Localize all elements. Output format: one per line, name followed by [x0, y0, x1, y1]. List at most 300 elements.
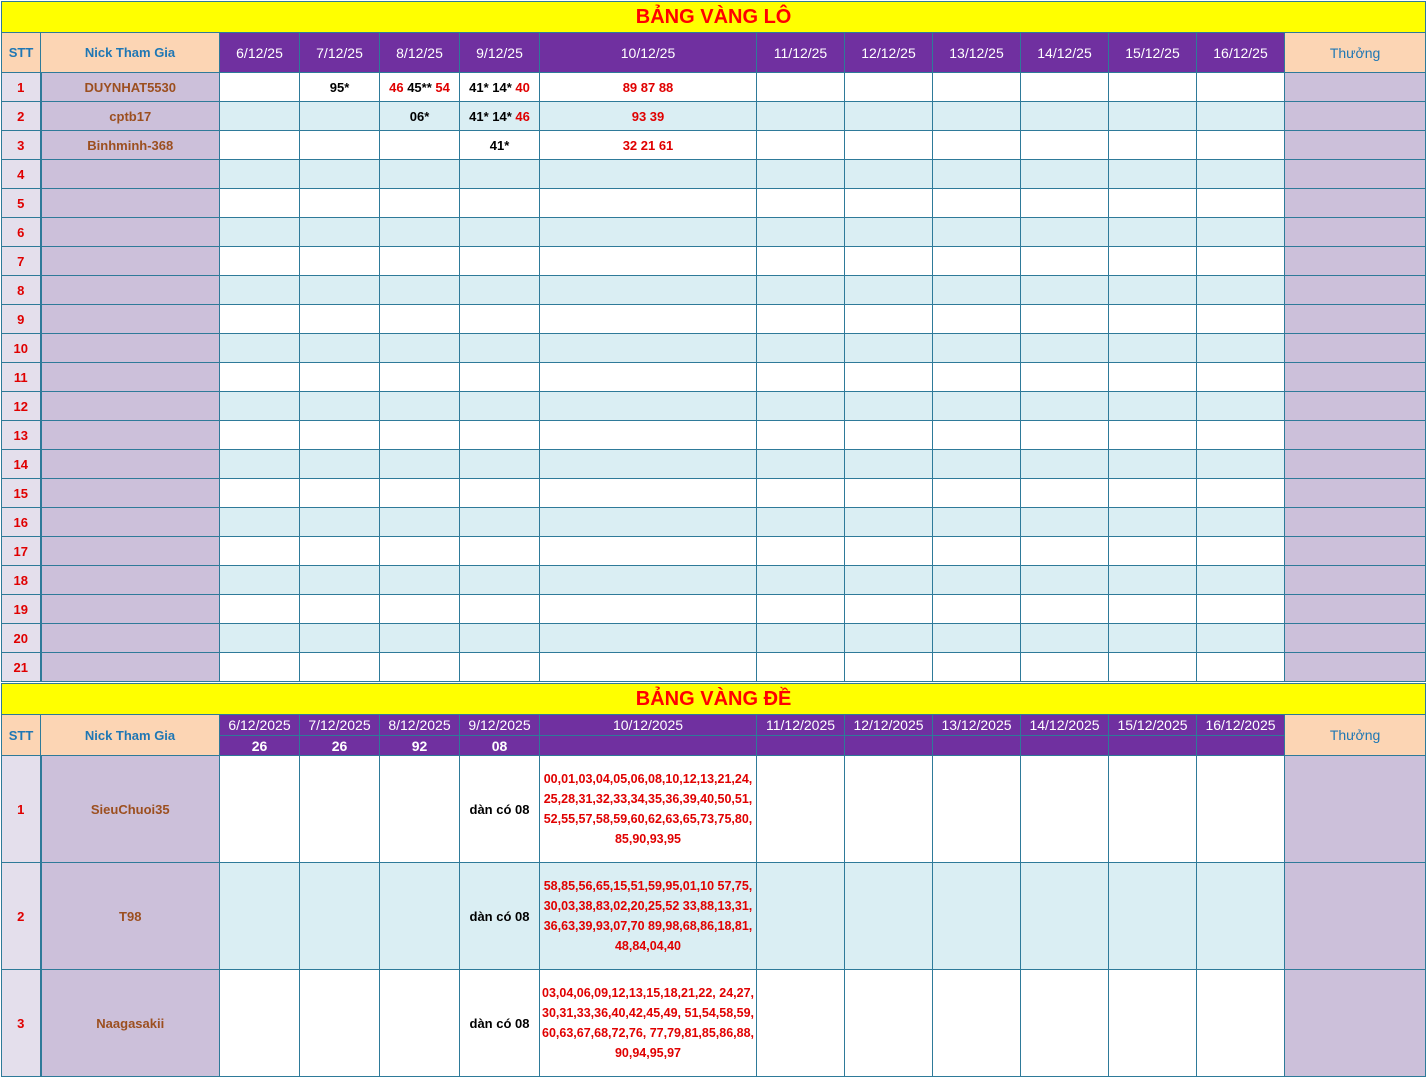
lo-cell [540, 73, 757, 102]
lo-cell [1021, 189, 1109, 218]
de-cell [220, 756, 300, 863]
lo-cell [540, 479, 757, 508]
lo-cell [1109, 392, 1197, 421]
lo-cell [540, 508, 757, 537]
lo-row-nick [41, 160, 220, 189]
lo-cell [460, 73, 540, 102]
lo-row [2, 189, 1426, 218]
lo-cell [380, 653, 460, 682]
de-row-note: dàn có 08 [460, 863, 540, 970]
de-row [2, 970, 1426, 1077]
lo-cell [540, 566, 757, 595]
lo-cell [540, 102, 757, 131]
lo-row [2, 566, 1426, 595]
lo-cell-text: 40 [515, 79, 530, 95]
de-header-prize: Thưởng [1285, 715, 1426, 756]
lo-cell [460, 450, 540, 479]
lo-row [2, 479, 1426, 508]
lo-header-date: 11/12/25 [757, 33, 845, 73]
de-result [1021, 736, 1109, 756]
lo-row [2, 624, 1426, 653]
lo-row-prize [1285, 479, 1426, 508]
lo-cell [757, 160, 845, 189]
lo-cell [933, 131, 1021, 160]
lo-row-stt: 14 [2, 450, 41, 479]
lo-cell [380, 537, 460, 566]
lo-row-stt: 20 [2, 624, 41, 653]
lo-cell [845, 595, 933, 624]
lo-cell [1109, 508, 1197, 537]
de-cell [1197, 756, 1285, 863]
lo-cell [933, 624, 1021, 653]
lo-cell [460, 218, 540, 247]
lo-row [2, 595, 1426, 624]
lo-cell [1109, 566, 1197, 595]
lo-cell [933, 508, 1021, 537]
lo-row [2, 102, 1426, 131]
lo-row-nick [41, 624, 220, 653]
lo-row-stt: 6 [2, 218, 41, 247]
lo-cell [540, 160, 757, 189]
lo-cell [1109, 537, 1197, 566]
lo-cell [1021, 537, 1109, 566]
de-cell [300, 756, 380, 863]
lo-cell [1109, 218, 1197, 247]
lo-cell [540, 421, 757, 450]
lo-cell [300, 508, 380, 537]
lo-header-date: 13/12/25 [933, 33, 1021, 73]
de-result: 26 [220, 736, 300, 756]
lo-cell [1021, 334, 1109, 363]
lo-cell [845, 218, 933, 247]
lo-row-nick: cptb17 [41, 102, 220, 131]
de-cell [757, 756, 845, 863]
lo-cell [540, 334, 757, 363]
lo-cell [1109, 189, 1197, 218]
lo-row-stt: 12 [2, 392, 41, 421]
lo-cell [300, 102, 380, 131]
lo-cell [300, 160, 380, 189]
lo-cell [220, 392, 300, 421]
lo-header-date: 7/12/25 [300, 33, 380, 73]
lo-cell [1021, 392, 1109, 421]
lo-cell [757, 624, 845, 653]
lo-cell [845, 421, 933, 450]
lo-cell [460, 392, 540, 421]
lo-cell [380, 566, 460, 595]
lo-cell [1109, 421, 1197, 450]
lo-cell [300, 276, 380, 305]
de-row-dan: 03,04,06,09,12,13,15,18,21,22, 24,27,30,31,33,36,40,42,45,49, 51,54,58,59,60,63,67,68,72,76, 77,79,81,85,86,88,90,94,95,97 [540, 970, 757, 1077]
lo-cell [220, 276, 300, 305]
lo-cell [757, 566, 845, 595]
de-cell [300, 863, 380, 970]
lo-cell [933, 421, 1021, 450]
lo-cell [380, 479, 460, 508]
lo-cell [1021, 566, 1109, 595]
de-row-dan: 00,01,03,04,05,06,08,10,12,13,21,24,25,28,31,32,33,34,35,36,39,40,50,51,52,55,57,58,59,60,62,63,65,73,75,80,85,90,93,95 [540, 756, 757, 863]
de-cell [845, 863, 933, 970]
de-row-nick: SieuChuoi35 [41, 756, 220, 863]
lo-row-nick: DUYNHAT5530 [41, 73, 220, 102]
lo-header-date: 15/12/25 [1109, 33, 1197, 73]
lo-cell-text: 46 [515, 108, 530, 124]
de-header-date: 8/12/2025 [380, 715, 460, 736]
lo-cell [1109, 131, 1197, 160]
lo-cell [1021, 363, 1109, 392]
lo-cell [380, 392, 460, 421]
lo-cell [540, 276, 757, 305]
lo-cell [757, 247, 845, 276]
lo-cell-text: 06* [409, 108, 430, 124]
lo-cell [1197, 276, 1285, 305]
lo-row-stt: 13 [2, 421, 41, 450]
lo-cell [220, 421, 300, 450]
lo-row-stt: 9 [2, 305, 41, 334]
lo-cell [380, 595, 460, 624]
de-cell [380, 863, 460, 970]
lo-cell [845, 537, 933, 566]
lo-cell [540, 363, 757, 392]
lo-row-stt: 2 [2, 102, 41, 131]
lo-cell [757, 102, 845, 131]
lo-row-nick [41, 537, 220, 566]
lo-cell [380, 421, 460, 450]
lo-cell [1109, 276, 1197, 305]
lo-row-stt: 19 [2, 595, 41, 624]
lo-cell [757, 421, 845, 450]
lo-cell [460, 363, 540, 392]
lo-cell [1021, 247, 1109, 276]
de-cell [1109, 863, 1197, 970]
lo-cell [1197, 566, 1285, 595]
lo-cell [220, 73, 300, 102]
lo-cell [845, 334, 933, 363]
lo-row [2, 160, 1426, 189]
de-header-date: 13/12/2025 [933, 715, 1021, 736]
lo-cell [1197, 131, 1285, 160]
lo-cell [220, 334, 300, 363]
lo-cell [1197, 392, 1285, 421]
lo-row-stt: 15 [2, 479, 41, 508]
lo-row-prize [1285, 566, 1426, 595]
lo-cell [1109, 479, 1197, 508]
lo-cell [1109, 595, 1197, 624]
lo-row [2, 421, 1426, 450]
lo-cell [933, 363, 1021, 392]
lo-row-nick [41, 421, 220, 450]
lo-cell [460, 160, 540, 189]
lo-cell [300, 247, 380, 276]
lo-cell [1021, 73, 1109, 102]
lo-cell [1021, 305, 1109, 334]
lo-row-nick [41, 363, 220, 392]
lo-row-prize [1285, 276, 1426, 305]
lo-row-prize [1285, 363, 1426, 392]
de-row-stt: 3 [2, 970, 41, 1077]
lo-cell [1197, 508, 1285, 537]
lo-row [2, 508, 1426, 537]
lo-cell [220, 624, 300, 653]
lo-cell [1021, 102, 1109, 131]
de-result: 08 [460, 736, 540, 756]
lo-row-nick: Binhminh-368 [41, 131, 220, 160]
lo-cell [757, 218, 845, 247]
lo-cell [300, 537, 380, 566]
lo-cell [933, 537, 1021, 566]
lo-row-prize [1285, 160, 1426, 189]
lo-row-stt: 8 [2, 276, 41, 305]
lo-cell-text: 89 87 88 [622, 79, 674, 95]
lo-cell [1021, 508, 1109, 537]
lo-cell [220, 653, 300, 682]
lo-cell [220, 479, 300, 508]
de-row-prize [1285, 863, 1426, 970]
lo-cell [220, 160, 300, 189]
lo-cell [757, 537, 845, 566]
lo-cell [1109, 247, 1197, 276]
lo-cell [380, 247, 460, 276]
de-result [757, 736, 845, 756]
de-cell [1021, 756, 1109, 863]
lo-cell [845, 566, 933, 595]
lo-cell [540, 624, 757, 653]
lo-row-prize [1285, 131, 1426, 160]
lo-cell [540, 392, 757, 421]
lo-cell [220, 508, 300, 537]
lo-cell [845, 160, 933, 189]
lo-row [2, 653, 1426, 682]
lo-cell [933, 73, 1021, 102]
lo-cell [933, 247, 1021, 276]
lo-cell [757, 334, 845, 363]
lo-row-stt: 5 [2, 189, 41, 218]
lo-cell [933, 450, 1021, 479]
de-row-stt: 2 [2, 863, 41, 970]
lo-cell [933, 102, 1021, 131]
lo-cell [1021, 421, 1109, 450]
de-title: BẢNG VÀNG ĐỀ [2, 684, 1426, 715]
de-result [1197, 736, 1285, 756]
lo-cell [460, 131, 540, 160]
de-header-date: 14/12/2025 [1021, 715, 1109, 736]
lo-row-stt: 17 [2, 537, 41, 566]
lo-cell [300, 392, 380, 421]
lo-row-nick [41, 653, 220, 682]
de-cell [1109, 970, 1197, 1077]
lo-cell [933, 392, 1021, 421]
lo-cell [757, 73, 845, 102]
lo-cell [300, 363, 380, 392]
lo-row-prize [1285, 247, 1426, 276]
de-cell [845, 756, 933, 863]
lo-cell [845, 508, 933, 537]
de-header-date: 11/12/2025 [757, 715, 845, 736]
de-header-date: 15/12/2025 [1109, 715, 1197, 736]
lo-cell-text: 93 39 [631, 108, 665, 124]
de-cell [220, 863, 300, 970]
lo-row [2, 276, 1426, 305]
lo-cell [845, 102, 933, 131]
lo-row-stt: 1 [2, 73, 41, 102]
lo-row-prize [1285, 450, 1426, 479]
lo-row-prize [1285, 653, 1426, 682]
lo-cell [845, 276, 933, 305]
lo-cell [300, 189, 380, 218]
lo-cell [220, 450, 300, 479]
lo-cell [300, 479, 380, 508]
lo-cell [1021, 218, 1109, 247]
lo-row [2, 73, 1426, 102]
lo-cell [1197, 624, 1285, 653]
lo-cell [845, 189, 933, 218]
lo-cell [845, 392, 933, 421]
lo-cell [757, 131, 845, 160]
de-row-prize [1285, 970, 1426, 1077]
de-cell [1197, 863, 1285, 970]
lo-row [2, 247, 1426, 276]
lo-header-nick: Nick Tham Gia [41, 33, 220, 73]
lo-cell [757, 363, 845, 392]
lo-cell [933, 305, 1021, 334]
lo-row-stt: 18 [2, 566, 41, 595]
de-cell [1021, 863, 1109, 970]
lo-cell [220, 102, 300, 131]
lo-cell [757, 276, 845, 305]
lo-row-stt: 7 [2, 247, 41, 276]
lo-row [2, 450, 1426, 479]
lo-row-nick [41, 189, 220, 218]
de-row-stt: 1 [2, 756, 41, 863]
de-header-date: 9/12/2025 [460, 715, 540, 736]
lo-row-stt: 3 [2, 131, 41, 160]
lo-header-date: 8/12/25 [380, 33, 460, 73]
lo-cell [757, 653, 845, 682]
lo-cell [1109, 73, 1197, 102]
lo-cell [1109, 102, 1197, 131]
lo-row [2, 363, 1426, 392]
lo-row-prize [1285, 334, 1426, 363]
lo-cell [220, 595, 300, 624]
lo-cell [300, 218, 380, 247]
lo-cell [300, 131, 380, 160]
lo-cell [380, 450, 460, 479]
lo-header-date: 12/12/25 [845, 33, 933, 73]
lo-cell [1109, 450, 1197, 479]
lo-cell [220, 189, 300, 218]
lo-row-prize [1285, 218, 1426, 247]
lo-cell [1197, 73, 1285, 102]
lo-cell [380, 189, 460, 218]
lo-row-prize [1285, 189, 1426, 218]
lo-cell [757, 450, 845, 479]
lo-cell [1197, 421, 1285, 450]
de-cell [757, 863, 845, 970]
lo-cell [380, 160, 460, 189]
lo-table [1, 1, 1426, 682]
lo-row-nick [41, 566, 220, 595]
lo-cell [845, 363, 933, 392]
de-result [1109, 736, 1197, 756]
lo-row [2, 537, 1426, 566]
lo-cell [933, 334, 1021, 363]
lo-cell [1021, 653, 1109, 682]
lo-row-prize [1285, 537, 1426, 566]
lo-cell [757, 392, 845, 421]
lo-cell [540, 247, 757, 276]
lo-cell [300, 73, 380, 102]
lo-cell [300, 305, 380, 334]
lo-cell [1109, 334, 1197, 363]
lo-cell-text: 32 21 61 [622, 137, 674, 153]
lo-cell [460, 537, 540, 566]
lo-cell [300, 421, 380, 450]
de-table [1, 683, 1426, 1077]
lo-cell [1197, 305, 1285, 334]
lo-row-stt: 21 [2, 653, 41, 682]
lo-row [2, 305, 1426, 334]
lo-cell [460, 566, 540, 595]
lo-cell [220, 218, 300, 247]
lo-row-nick [41, 392, 220, 421]
de-cell [380, 756, 460, 863]
lo-cell [1021, 131, 1109, 160]
lo-cell [1109, 653, 1197, 682]
lo-row-prize [1285, 421, 1426, 450]
lo-title: BẢNG VÀNG LÔ [2, 2, 1426, 33]
lo-cell [540, 653, 757, 682]
lo-cell [1021, 624, 1109, 653]
lo-row-stt: 10 [2, 334, 41, 363]
de-row-nick: Naagasakii [41, 970, 220, 1077]
de-header-date: 7/12/2025 [300, 715, 380, 736]
lo-row-stt: 16 [2, 508, 41, 537]
lo-cell [1021, 595, 1109, 624]
lo-cell [380, 131, 460, 160]
lo-row [2, 131, 1426, 160]
lo-cell [1021, 479, 1109, 508]
de-row-note: dàn có 08 [460, 756, 540, 863]
lo-row-prize [1285, 73, 1426, 102]
de-cell [757, 970, 845, 1077]
lo-cell-text: 95* [329, 79, 350, 95]
lo-cell [460, 595, 540, 624]
lo-cell [540, 189, 757, 218]
de-row-dan: 58,85,56,65,15,51,59,95,01,10 57,75,30,03,38,83,02,20,25,52 33,88,13,31,36,63,39,93,07,70 89,98,68,86,18,81,48,84,04,40 [540, 863, 757, 970]
de-header-date: 10/12/2025 [540, 715, 757, 736]
lo-cell [933, 218, 1021, 247]
lo-cell [933, 276, 1021, 305]
lo-row-prize [1285, 305, 1426, 334]
lo-header-date: 9/12/25 [460, 33, 540, 73]
lo-cell [933, 189, 1021, 218]
lo-row-prize [1285, 595, 1426, 624]
lo-cell [1197, 218, 1285, 247]
lo-cell [540, 131, 757, 160]
de-result [933, 736, 1021, 756]
lo-cell [300, 334, 380, 363]
lo-cell [1197, 595, 1285, 624]
lo-cell [933, 595, 1021, 624]
lo-row [2, 334, 1426, 363]
lo-row-nick [41, 247, 220, 276]
de-header-date: 16/12/2025 [1197, 715, 1285, 736]
lo-cell [845, 305, 933, 334]
lo-row-nick [41, 595, 220, 624]
lo-cell [460, 247, 540, 276]
lo-row [2, 218, 1426, 247]
lo-cell [540, 450, 757, 479]
